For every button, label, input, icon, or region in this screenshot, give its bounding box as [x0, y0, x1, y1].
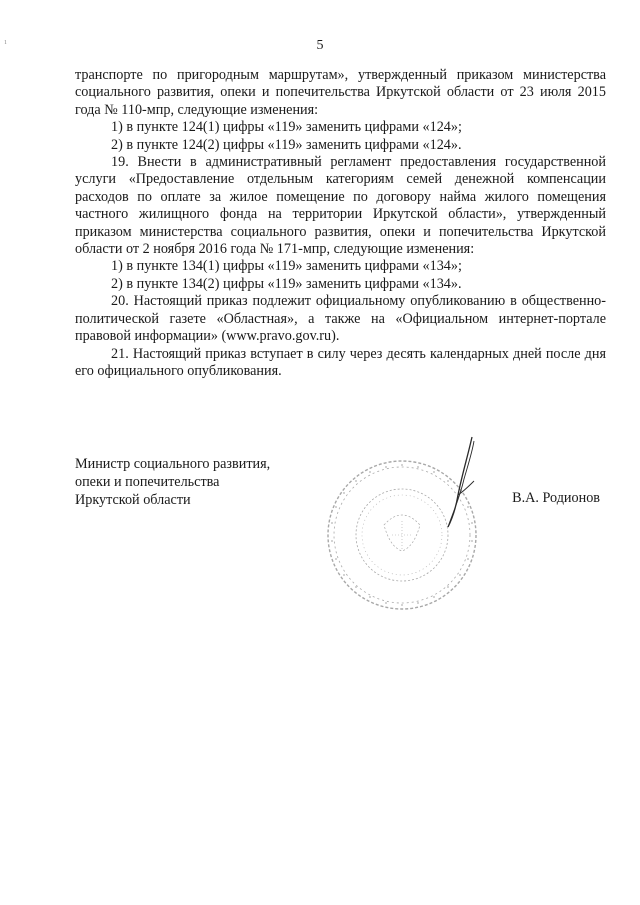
paragraph-item-134-2: 2) в пункте 134(2) цифры «119» заменить цифрами «134».: [111, 275, 462, 292]
paragraph-continuation: транспорте по пригородным маршрутам», утвержденный приказом министерства социального развития, опеки и попечительства Иркутской области от 23 июля 2015 года № 110-мпр, следующие изменения:: [75, 67, 606, 118]
paragraph-21: 21. Настоящий приказ вступает в силу через десять календарных дней после дня его официального опубликования.: [75, 345, 606, 379]
paragraph-19: 19. Внести в административный регламент предоставления государственной услуги «Предоставление отдельным категориям семей денежной компенсации расходов по оплате за жилое помещение по договору найма жилого помещения частного жилищного фонда на территории Иркутской области», утвержденный приказом министерства социального развития, опеки и попечительства Иркутской области от 2 ноября 2016 года № 171-мпр, следующие изменения:: [75, 154, 606, 258]
signatory-position: [75, 455, 270, 509]
signatory-name: В.А. Родионов: [512, 490, 600, 506]
signatory-position-line: опеки и попечительства: [75, 474, 220, 490]
signatory-position-line: Министр социального развития,: [75, 456, 271, 472]
paragraph-item-134-1: 1) в пункте 134(1) цифры «119» заменить цифрами «134»;: [111, 258, 462, 275]
paragraph-20: 20. Настоящий приказ подлежит официальному опубликованию в общественно-политической газете «Областная», а также на «Официальном интернет-портале правовой информации» (www.pravo.gov.ru).: [75, 293, 606, 345]
signatory-position-line: Иркутской области: [75, 492, 191, 508]
edge-mark: 1: [4, 40, 7, 46]
paragraph-item-124-2: 2) в пункте 124(2) цифры «119» заменить цифрами «124».: [111, 136, 462, 153]
handwritten-signature: [418, 435, 488, 530]
document-body: [75, 67, 606, 380]
page-number: 5: [316, 38, 324, 53]
paragraph-item-124-1: 1) в пункте 124(1) цифры «119» заменить цифрами «124»;: [111, 119, 462, 136]
